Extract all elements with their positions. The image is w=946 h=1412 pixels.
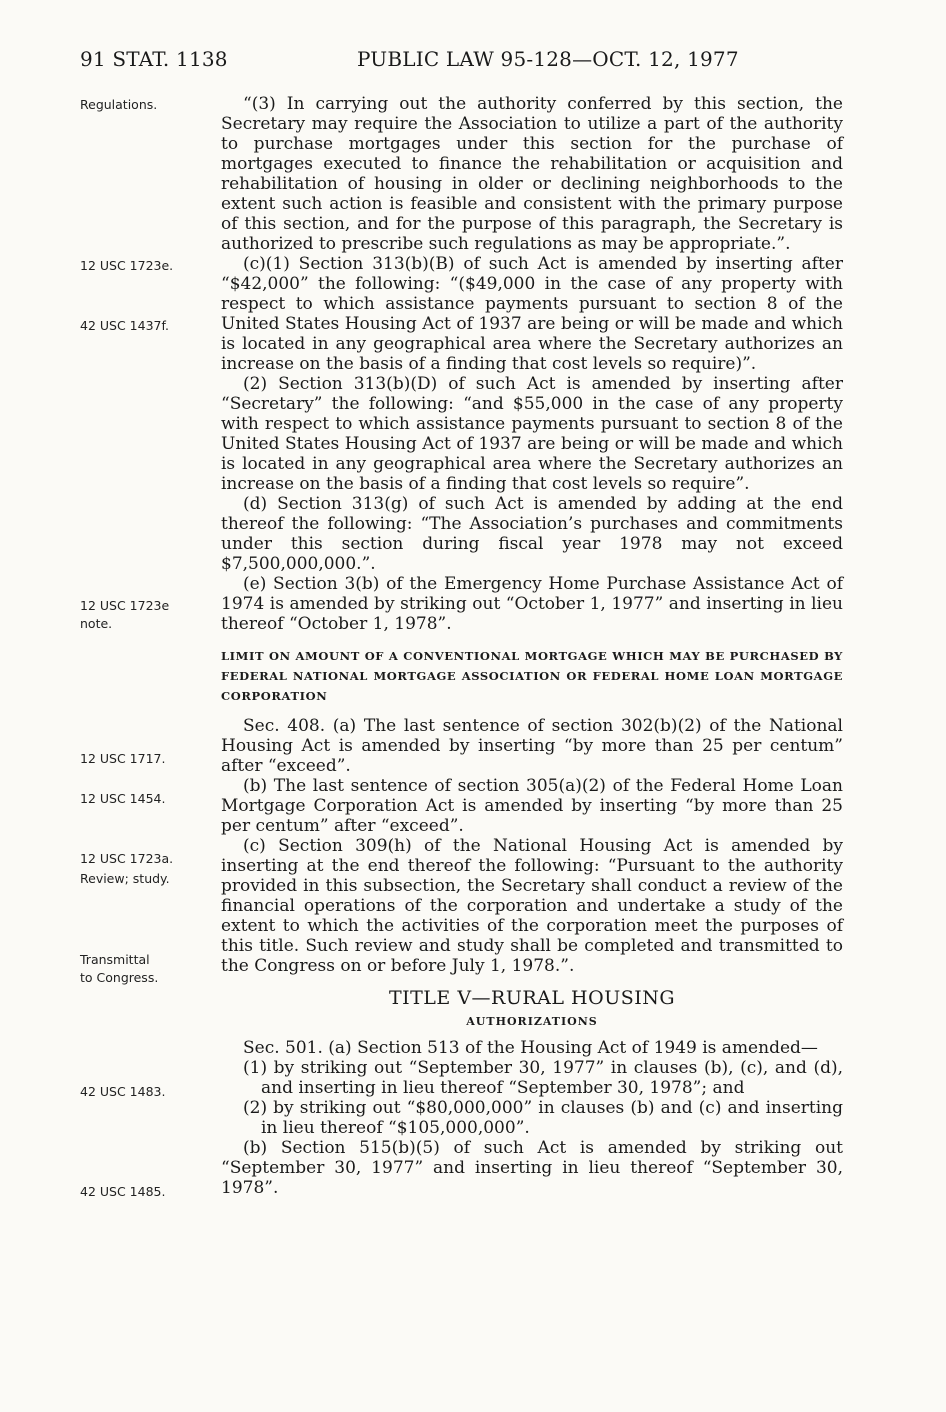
running-header-title: PUBLIC LAW 95-128—OCT. 12, 1977	[357, 47, 739, 71]
margin-note-note: note.	[80, 616, 113, 631]
section-408-c: (c) Section 309(h) of the National Housing Act is amended by inserting at the end thereof the following: “Pursuant to the authority provided in this subsection, the Secretary shall conduct a review of the financial operations of the corporation and undertake a study of the extent to which the activities of the corporation meet the purposes of this title. Such review and study shall be completed and transmitted to the Congress on or before July 1, 1978.”.	[221, 836, 843, 976]
margin-note-regulations: Regulations.	[80, 97, 158, 112]
margin-note-42usc1485: 42 USC 1485.	[80, 1184, 166, 1199]
statute-body	[221, 94, 843, 1198]
paragraph-3-regulations: “(3) In carrying out the authority conferred by this section, the Secretary may require the Association to utilize a part of the authority to purchase mortgages under this section for the purchase of mortgages executed to finance the rehabilitation or acquisition and rehabilitation of housing in older or declining neighborhoods to the extent such action is feasible and consistent with the primary purpose of this section, and for the purpose of this paragraph, the Secretary is authorized to prescribe such regulations as may be appropriate.”.	[221, 94, 843, 254]
margin-note-transmittal: Transmittal	[80, 952, 150, 967]
margin-note-12usc1723e: 12 USC 1723e.	[80, 258, 174, 273]
margin-note-42usc1437f: 42 USC 1437f.	[80, 318, 169, 333]
authorizations-heading: AUTHORIZATIONS	[466, 1015, 598, 1028]
margin-note-12usc1723e-note: 12 USC 1723e	[80, 598, 170, 613]
margin-note-to-congress: to Congress.	[80, 970, 159, 985]
page-reference: 91 STAT. 1138	[80, 47, 228, 71]
section-501-b: (b) Section 515(b)(5) of such Act is amended by striking out “September 30, 1977” and inserting in lieu thereof “September 30, 1978”.	[221, 1138, 843, 1198]
section-501-a-clause-1: (1) by striking out “September 30, 1977” in clauses (b), (c), and (d), and inserting in lieu thereof “September 30, 1978”; and	[243, 1058, 843, 1098]
paragraph-d: (d) Section 313(g) of such Act is amended by adding at the end thereof the following: “The Association’s purchases and commitments under this section during fiscal year 1978 may not exceed $7,500,000,000.”.	[221, 494, 843, 574]
margin-note-12usc1717: 12 USC 1717.	[80, 751, 166, 766]
section-408-a: Sec. 408. (a) The last sentence of section 302(b)(2) of the National Housing Act is amended by inserting “by more than 25 per centum” after “exceed”.	[221, 716, 843, 776]
paragraph-c2: (2) Section 313(b)(D) of such Act is amended by inserting after “Secretary” the following: “and $55,000 in the case of any property with respect to which assistance payments pursuant to section 8 of the United States Housing Act of 1937 are being or will be made and which is located in any geographical area where the Secretary authorizes an increase on the basis of a finding that cost levels so require”.	[221, 374, 843, 494]
section-501-a: Sec. 501. (a) Section 513 of the Housing Act of 1949 is amended—	[243, 1038, 818, 1058]
section-408-b: (b) The last sentence of section 305(a)(2) of the Federal Home Loan Mortgage Corporation Act is amended by inserting “by more than 25 per centum” after “exceed”.	[221, 776, 843, 836]
paragraph-c1: (c)(1) Section 313(b)(B) of such Act is amended by inserting after “$42,000” the following: “($49,000 in the case of any property with respect to which assistance payments pursuant to section 8 of the United States Housing Act of 1937 are being or will be made and which is located in any geographical area where the Secretary authorizes an increase on the basis of a finding that cost levels so require)”.	[221, 254, 843, 374]
margin-note-review-study: Review; study.	[80, 871, 170, 886]
margin-note-42usc1483: 42 USC 1483.	[80, 1084, 166, 1099]
section-heading-mortgage-limit: LIMIT ON AMOUNT OF A CONVENTIONAL MORTGAGE WHICH MAY BE PURCHASED BY FEDERAL NATIONAL MORTGAGE ASSOCIATION OR FEDERAL HOME LOAN MORTGAGE CORPORATION	[221, 649, 843, 703]
title-v-heading: TITLE V—RURAL HOUSING	[388, 987, 676, 1009]
paragraph-e: (e) Section 3(b) of the Emergency Home Purchase Assistance Act of 1974 is amended by striking out “October 1, 1977” and inserting in lieu thereof “October 1, 1978”.	[221, 574, 843, 634]
margin-note-12usc1723a: 12 USC 1723a.	[80, 851, 174, 866]
section-501-a-clause-2: (2) by striking out “$80,000,000” in clauses (b) and (c) and inserting in lieu thereof “$105,000,000”.	[243, 1098, 843, 1138]
margin-note-12usc1454: 12 USC 1454.	[80, 791, 166, 806]
